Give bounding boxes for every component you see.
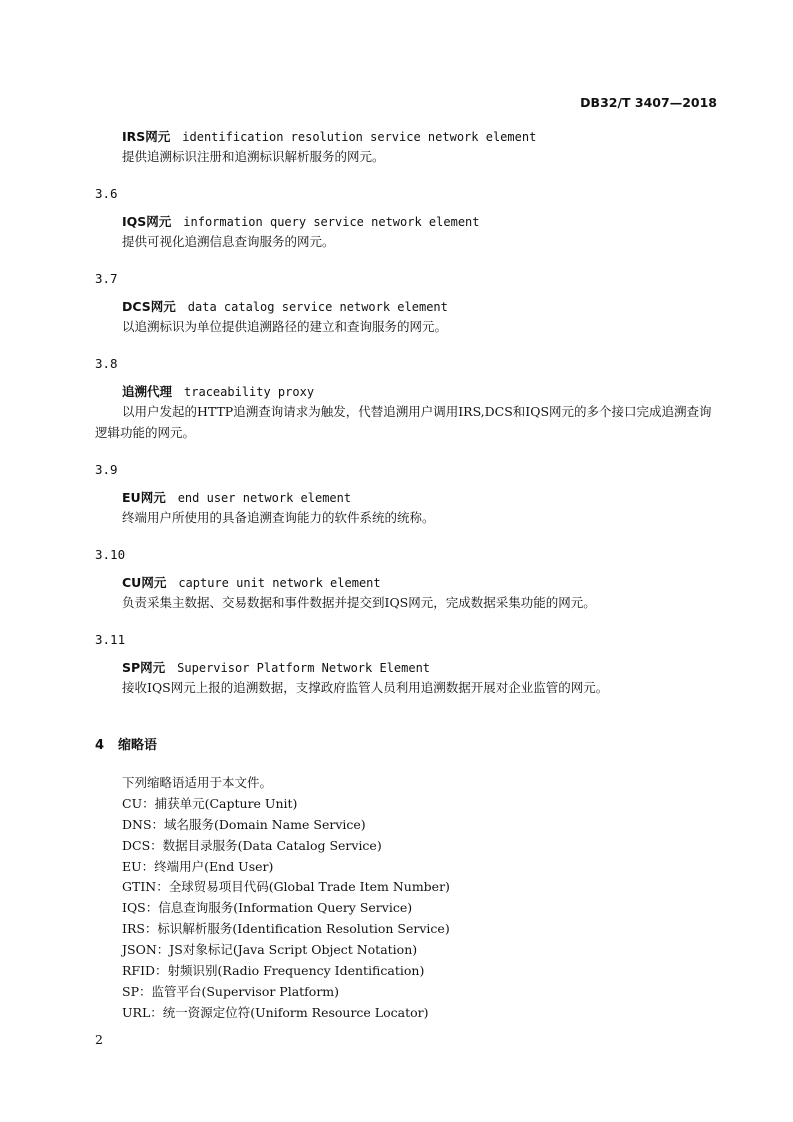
term-heading [122,298,720,316]
abbreviation-item: DNS：域名服务(Domain Name Service) [122,816,366,832]
abbreviation-item: EU：终端用户(End User) [122,858,274,874]
term-chinese: 追溯代理 [122,384,173,399]
term-english: information query service network element [183,215,480,229]
term-chinese: IRS网元 [122,129,171,144]
term-definition: 终端用户所使用的具备追溯查询能力的软件系统的统称。 [122,510,435,525]
term-definition: 接收IQS网元上报的追溯数据，支撑政府监管人员利用追溯数据开展对企业监管的网元。 [122,680,609,695]
abbreviation-item: IQS：信息查询服务(Information Query Service) [122,900,413,916]
abbreviation-item: IRS：标识解析服务(Identification Resolution Service) [122,921,450,937]
page-number: 2 [95,1032,103,1047]
term-heading [122,489,720,507]
term-entry [95,270,720,337]
clause-number: 3.10 [95,547,126,562]
term-english: identification resolution service network element [182,130,537,144]
term-english: traceability proxy [184,385,315,399]
term-english: data catalog service network element [187,300,448,314]
document-code: DB32/T 3407—2018 [580,95,717,110]
term-english: Supervisor Platform Network Element [177,661,431,675]
term-heading [122,213,720,231]
abbreviation-item: GTIN：全球贸易项目代码(Global Trade Item Number) [122,879,450,895]
abbreviation-items [122,794,720,1020]
clause-number: 3.8 [95,356,118,371]
term-definition: 以用户发起的HTTP追溯查询请求为触发，代替追溯用户调用IRS,DCS和IQS网元的多个接口完成追溯查询逻辑功能的网元。 [95,404,712,440]
term-entry [95,461,720,528]
term-chinese: DCS网元 [122,299,176,314]
term-heading [122,128,720,146]
clause-number: 3.6 [95,186,118,201]
term-definition: 负责采集主数据、交易数据和事件数据并提交到IQS网元，完成数据采集功能的网元。 [122,595,596,610]
abbreviation-item: URL：统一资源定位符(Uniform Resource Locator) [122,1004,429,1020]
section-heading [95,734,720,753]
abbreviation-intro: 下列缩略语适用于本文件。 [122,775,273,790]
term-definition: 提供可视化追溯信息查询服务的网元。 [122,234,335,249]
abbreviation-item: SP：监管平台(Supervisor Platform) [122,983,340,999]
term-chinese: EU网元 [122,490,166,505]
abbreviation-list [122,773,720,1020]
term-definition: 提供追溯标识注册和追溯标识解析服务的网元。 [122,149,385,164]
term-chinese: CU网元 [122,575,167,590]
term-chinese: SP网元 [122,660,166,675]
term-entry [95,185,720,252]
term-entry [95,355,720,443]
clause-number: 3.11 [95,632,126,647]
term-entry [95,128,720,167]
term-english: capture unit network element [178,576,381,590]
term-entry [95,631,720,698]
document-body [95,128,720,1020]
term-heading [122,383,720,401]
term-english: end user network element [177,491,352,505]
abbreviation-item: RFID：射频识别(Radio Frequency Identification) [122,963,425,979]
abbreviation-item: JSON：JS对象标记(Java Script Object Notation) [122,942,418,958]
term-heading [122,659,720,677]
abbreviation-item: CU：捕获单元(Capture Unit) [122,795,298,811]
term-entries [95,128,720,698]
abbreviation-item: DCS：数据目录服务(Data Catalog Service) [122,837,382,853]
term-heading [122,574,720,592]
section-title: 缩略语 [118,738,158,753]
term-entry [95,546,720,613]
section-number: 4 [95,738,105,753]
clause-number: 3.9 [95,462,118,477]
clause-number: 3.7 [95,271,118,286]
term-chinese: IQS网元 [122,214,172,229]
term-definition: 以追溯标识为单位提供追溯路径的建立和查询服务的网元。 [122,319,448,334]
